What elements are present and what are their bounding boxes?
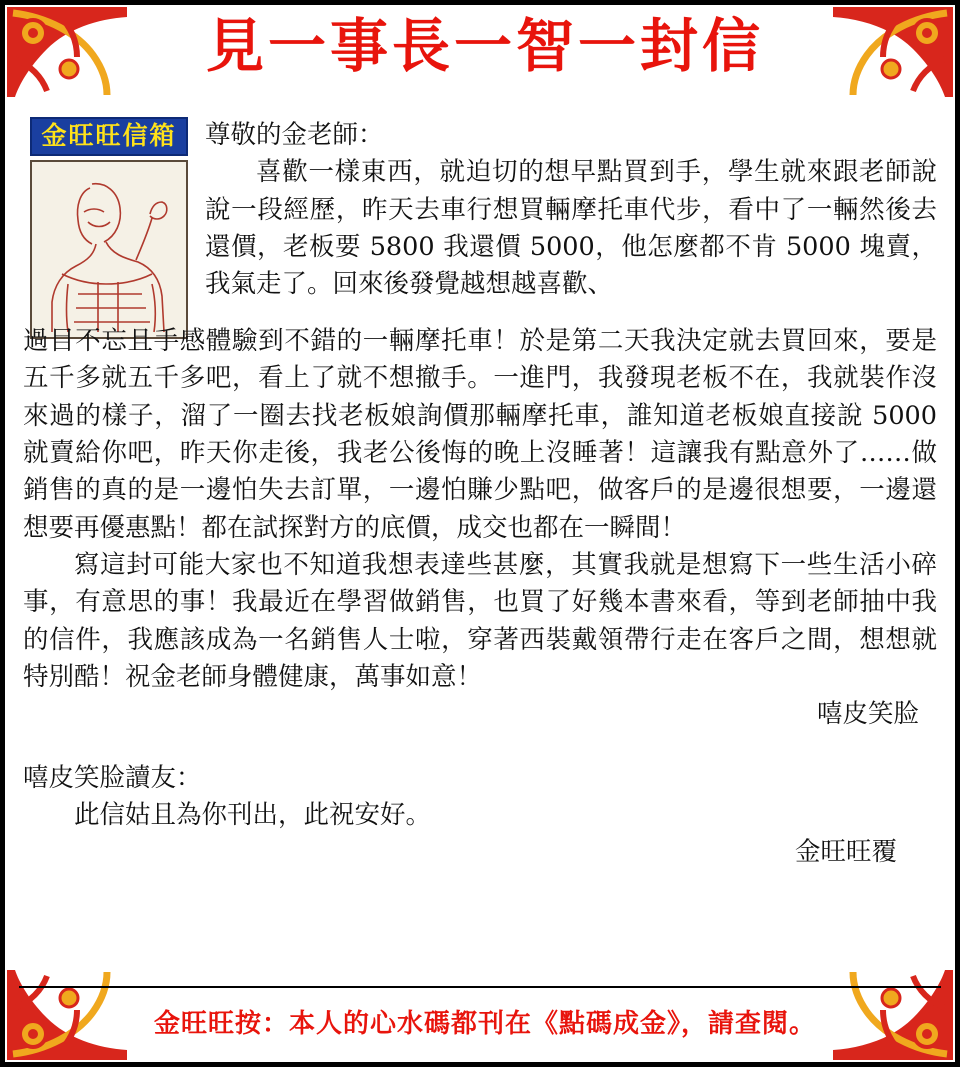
footer-note: 金旺旺按：本人的心水碼都刊在《點碼成金》，請查閱。: [153, 1009, 816, 1039]
letter-paragraph-1b: 過目不忘且手感體驗到不錯的一輛摩托車！於是第二天我決定就去買回來，要是五千多就五千多吧，看上了就不想撤手。一進門，我發現老板不在，我就裝作沒來過的樣子，溜了一圈去找老板娘詢價那輛摩托車，誰知道老板娘直接說 5000 就賣給你吧，昨天你走後，我老公後悔的晚上沒睡著！這讓我有點意外了……做銷售的真的是一邊怕失去訂單，一邊怕賺少點吧，做客戶的是邊很想要，一邊還想要再優惠點！都在試探對方的底價，成交也都在一瞬間！: [23, 326, 937, 543]
reply-body: 此信姑且為你刊出，此祝安好。: [74, 800, 432, 831]
masthead: [30, 117, 188, 339]
page-title-text: 見一事長一智一封信: [205, 12, 764, 80]
page-title: [5, 12, 960, 80]
letter-paragraph-2: 寫這封可能大家也不知道我想表達些甚麼，其實我就是想寫下一些生活小碎事，有意思的事！我最近在學習做銷售，也買了好幾本書來看，等到老師抽中我的信件，我應該成為一名銷售人士啦，穿著西裝戴領帶行走在客戶之間，想想就特別酷！祝金老師身體健康，萬事如意！: [23, 550, 937, 693]
letter-top-block: [205, 117, 937, 304]
reply-signature: 金旺旺覆: [794, 837, 897, 868]
letter-paragraph-1a: 喜歡一樣東西，就迫切的想早點買到手，學生就來跟老師說說一段經歷，昨天去車行想買輛摩托車代步，看中了一輛然後去還價，老板要 5800 我還價 5000，他怎麼都不肯 5000 塊賣，我氣走了。回來後發覺越想越喜歡、: [205, 157, 937, 300]
portrait-illustration: [30, 160, 188, 339]
mailbox-badge: 金旺旺信箱: [30, 117, 188, 156]
reply-salutation: 嘻皮笑脸讀友：: [23, 762, 202, 793]
letter-signature: 嘻皮笑脸: [816, 699, 919, 730]
footer-divider: [19, 986, 941, 988]
reply-block: [23, 760, 937, 872]
letter-salutation: 尊敬的金老師：: [205, 120, 384, 150]
letter-body: [23, 323, 937, 872]
